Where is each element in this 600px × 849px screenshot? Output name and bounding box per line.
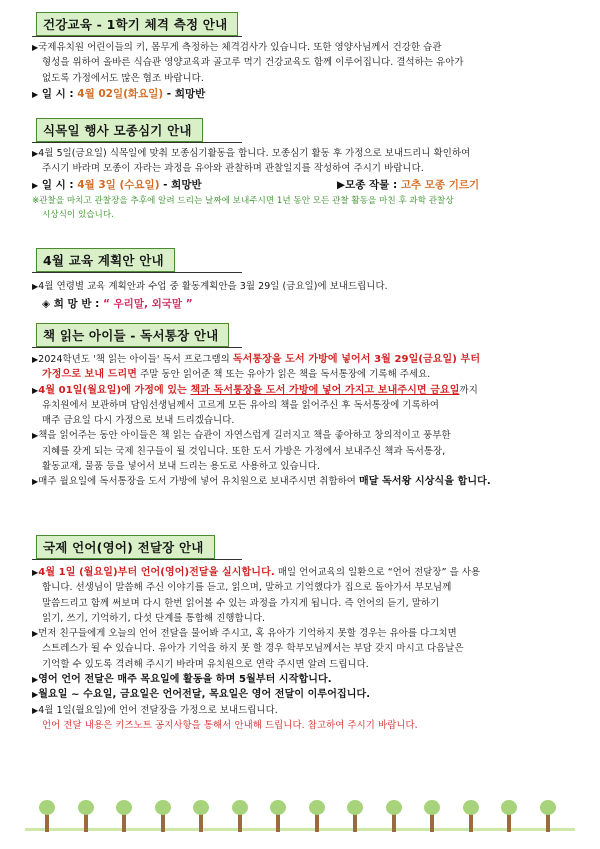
- tree-icon: [269, 800, 287, 840]
- paragraph: ▶ 4월 1일 (월요일)부터 언어(영어)전달을 실시합니다. 매일 언어교육의 일환으로 “언어 전달장” 을 사용: [32, 565, 567, 580]
- divider: [32, 142, 242, 143]
- paragraph: 매주 금요일 다시 가정으로 보내 드리겠습니다.: [42, 415, 235, 427]
- tree-icon: [115, 800, 133, 840]
- tree-icon: [385, 800, 403, 840]
- tree-icon: [231, 800, 249, 840]
- paragraph: 없도록 가정에서도 많은 협조 바랍니다.: [42, 72, 204, 84]
- paragraph: 주시기 바라며 모종이 자라는 과정을 유아와 관찰하며 관찰일지를 작성하여 주시기 바랍니다.: [42, 163, 424, 175]
- paragraph: ▶ 책을 읽어주는 동안 아이들은 책 읽는 습관이 자연스럽게 길러지고 책을 좋아하고 창의적이고 풍부한: [32, 428, 567, 443]
- tree-icon: [154, 800, 172, 840]
- tree-icon: [38, 800, 56, 840]
- paragraph: ▶ 먼저 친구들에게 오늘의 언어 전달을 물어봐 주시고, 혹 유아가 기억하지 못할 경우는 유아를 다그치면: [32, 626, 567, 641]
- section-planting: [32, 118, 567, 222]
- tree-icon: [462, 800, 480, 840]
- paragraph: ▶ 매주 월요일에 독서통장을 도서 가방에 넣어 유치원으로 보내주시면 취합하여 매달 독서왕 시상식을 합니다.: [32, 474, 567, 489]
- divider: [32, 347, 242, 348]
- paragraph: 형성을 위하여 올바른 식습관 영양교육과 골고루 먹기 건강교육도 함께 이루어집니다. 결석하는 유아가: [42, 57, 464, 69]
- paragraph: ▶ 4월 1일(월요일)에 언어 전달장을 가정으로 보내드립니다.: [32, 703, 567, 718]
- divider: [32, 36, 242, 37]
- paragraph: ▶ 국제유치원 어린이들의 키, 몸무게 측정하는 체격검사가 있습니다. 또한 영양사님께서 건강한 습관: [32, 40, 567, 55]
- paragraph: 언어 전달 내용은 키즈노트 공지사항을 통해서 안내해 드립니다. 참고하여 주시기 바랍니다.: [42, 719, 418, 731]
- crop-info: ▶모종 작물 : 고추 모종 기르기: [337, 178, 480, 191]
- paragraph: 말씀드리고 함께 써보며 다시 한번 읽어볼 수 있는 과정을 가지게 됩니다. 즉 언어의 듣기, 말하기: [42, 597, 440, 609]
- paragraph: 합니다. 선생님이 말씀해 주신 이야기를 듣고, 읽으며, 말하고 기억했다가 집으로 돌아가서 부모님께: [42, 582, 452, 594]
- paragraph: ▶ 4월 5일(금요일) 식목일에 맞춰 모종심기활동을 합니다. 모종심기 활동 후 가정으로 보내드리니 확인하여: [32, 146, 567, 161]
- section-health: [32, 12, 567, 103]
- section-title: 식목일 행사 모종심기 안내: [36, 118, 203, 142]
- section-language: [32, 535, 567, 733]
- class-row: ◈ 희 망 반 : “ 우리말, 외국말 ”: [42, 298, 193, 311]
- tree-icon: [539, 800, 557, 840]
- grass-strip: [25, 828, 575, 831]
- section-title: 책 읽는 아이들 - 독서통장 안내: [36, 323, 229, 347]
- tree-icon: [77, 800, 95, 840]
- tree-icon: [308, 800, 326, 840]
- paragraph: ▶ 월요일 ~ 수요일, 금요일은 언어전달, 목요일은 영어 전달이 이루어집니다.: [32, 687, 567, 702]
- paragraph: 활동교재, 물품 등을 넣어서 보내 드리는 용도로 사용하고 있습니다.: [42, 461, 321, 473]
- paragraph: 유치원에서 보관하며 담임선생님께서 고르게 모든 유아의 책을 읽어주신 후 독서통장에 기록하여: [42, 399, 440, 411]
- divider: [32, 559, 242, 560]
- note: ※관찰을 마치고 관찰장을 추후에 알려 드리는 날짜에 보내주시면 1년 동안 모든 관찰 활동을 마친 후 과학 관찰상: [32, 195, 454, 206]
- date-row: ▶ 일 시 : 4월 02일(화요일) - 희망반: [32, 86, 567, 103]
- paragraph: ▶ 영어 언어 전달은 매주 목요일에 활동을 하며 5월부터 시작합니다.: [32, 672, 567, 687]
- tree-icon: [423, 800, 441, 840]
- paragraph: ▶ 2024학년도 '책 읽는 아이들' 독서 프로그램의 독서통장을 도서 가방에 넣어서 3월 29일(금요일) 부터: [32, 352, 567, 367]
- paragraph: 스트레스가 될 수 있습니다. 유아가 기억을 하지 못 할 경우 학부모님께서는 부담 갖지 마시고 다음날은: [42, 643, 464, 655]
- tree-icon: [346, 800, 364, 840]
- paragraph: 가정으로 보내 드리면 주말 동안 읽어준 책 또는 유아가 읽은 책을 독서통장에 기록해 주세요.: [42, 369, 431, 381]
- section-title: 국제 언어(영어) 전달장 안내: [36, 535, 215, 559]
- section-plan: [32, 248, 567, 312]
- paragraph: 지혜를 갖게 되는 국제 친구들이 될 것입니다. 또한 도서 가방은 가정에서 보내주신 책과 독서통장,: [42, 445, 446, 457]
- date-row: ▶ 일 시 : 4월 3일 (수요일) - 희망반 ▶모종 작물 : 고추 모종 기르기: [32, 177, 567, 194]
- tree-icon: [192, 800, 210, 840]
- tree-icon: [500, 800, 518, 840]
- paragraph: 기억할 수 있도록 격려해 주시기 바라며 유치원으로 연락 주시면 알려 드립니다.: [42, 658, 369, 670]
- note: 시상식이 있습니다.: [42, 209, 114, 220]
- paragraph: 읽기, 쓰기, 기억하기, 다섯 단계를 통합해 진행합니다.: [42, 612, 266, 624]
- section-title: 4월 교육 계획안 안내: [36, 248, 175, 272]
- section-reading: [32, 323, 567, 490]
- paragraph: ▶ 4월 연령별 교육 계획안과 수업 중 활동계획안을 3월 29일 (금요일)에 보내드립니다.: [32, 279, 567, 294]
- section-title: 건강교육 - 1학기 체격 측정 안내: [36, 12, 238, 36]
- paragraph: ▶ 4월 01일(월요일)에 가정에 있는 책과 독서통장을 도서 가방에 넣어 가지고 보내주시면 금요일까지: [32, 383, 567, 398]
- divider: [32, 272, 242, 273]
